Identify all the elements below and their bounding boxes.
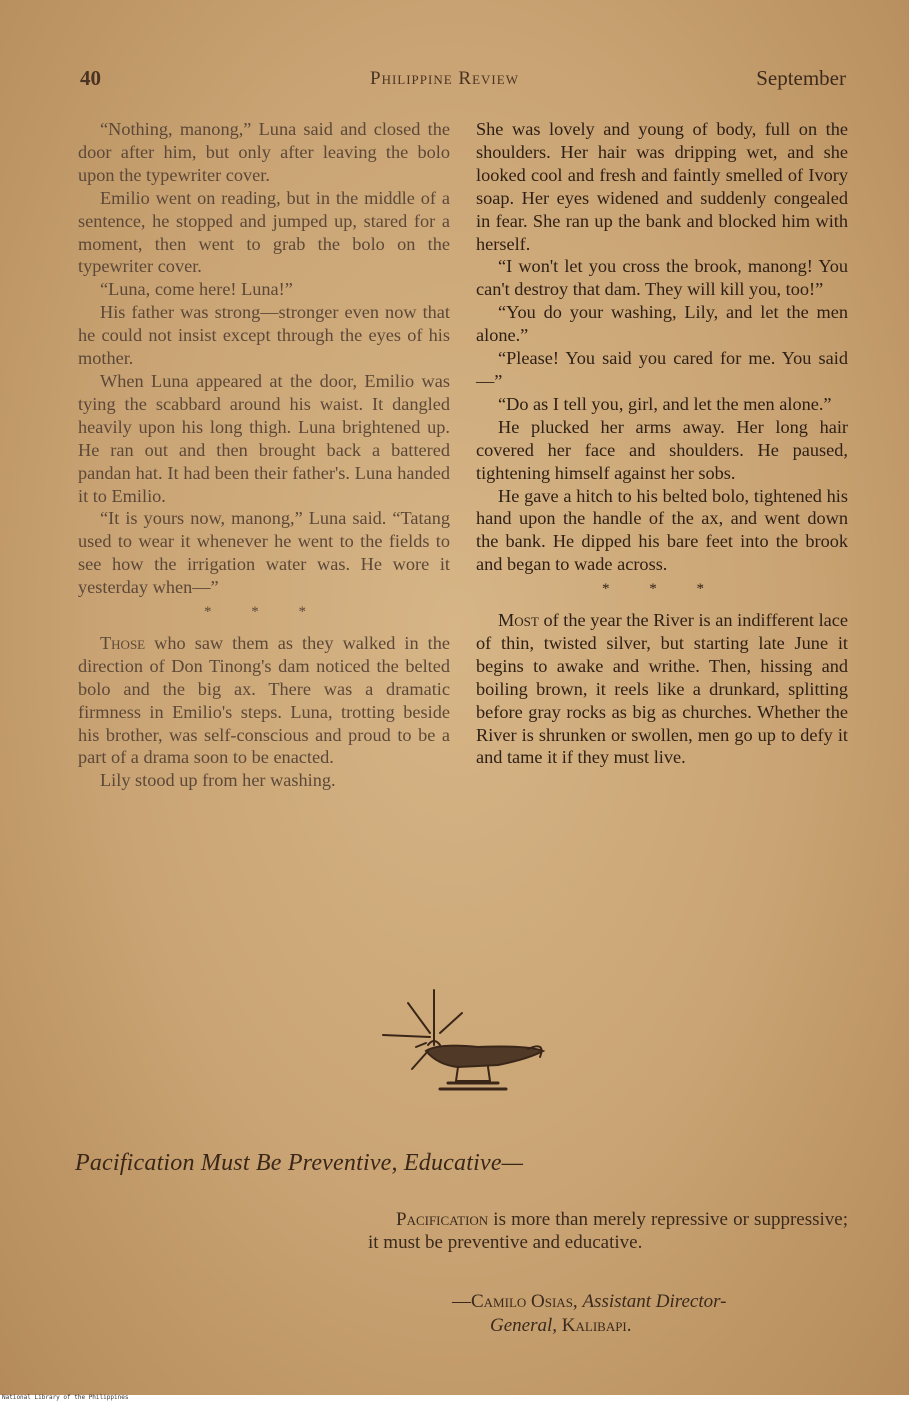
- paragraph: Emilio went on reading, but in the middle of a sentence, he stopped and jumped up, stared for a moment, then went to grab the bolo on the typewriter cover.: [78, 187, 450, 277]
- lead-word: Most: [498, 610, 539, 631]
- paragraph-text: who saw them as they walked in the direction of Don Tinong's dam noticed the belted bolo and the big ax. There was a dramatic firmness in Emilio's steps. Luna, trotting beside his brother, was self-conscious and proud to be a part of a drama soon to be enacted.: [78, 632, 450, 768]
- paragraph: [368, 1208, 848, 1254]
- left-column: [78, 118, 450, 792]
- paragraph: “I won't let you cross the brook, manong! You can't destroy that dam. They will kill you, too!”: [476, 256, 848, 300]
- paragraph: His father was strong—stronger even now that he could not insist except through the eyes of his mother.: [78, 302, 450, 369]
- attribution-title-continued: General,: [490, 1315, 558, 1336]
- paragraph: Lily stood up from her washing.: [100, 770, 336, 791]
- attribution-title: Assistant Director-: [582, 1291, 727, 1312]
- paragraph: “Luna, come here! Luna!”: [100, 279, 293, 300]
- attribution-line-1: [452, 1290, 727, 1314]
- section-break: * * *: [602, 581, 722, 598]
- paragraph: [78, 632, 450, 769]
- quote-body: [368, 1208, 848, 1254]
- lead-word: Those: [100, 632, 146, 653]
- footer-strip: [0, 1395, 909, 1403]
- lead-word: Pacification: [396, 1209, 489, 1230]
- paragraph: He gave a hitch to his belted bolo, tightened his hand upon the handle of the ax, and went down the bank. He dipped his bare feet into the brook and began to wade across.: [476, 485, 848, 575]
- right-column: [476, 118, 848, 769]
- paragraph: “Please! You said you cared for me. You said—”: [476, 348, 848, 391]
- paragraph: “You do your washing, Lily, and let the men alone.”: [476, 302, 848, 346]
- paragraph: When Luna appeared at the door, Emilio was tying the scabbard around his waist. It dangled heavily upon his long thigh. Luna brightened up. He ran out and then brought back a battered pandan hat. It had been their father's. Luna handed it to Emilio.: [78, 370, 450, 506]
- paragraph: She was lovely and young of body, full on the shoulders. Her hair was dripping wet, and she looked cool and fresh and faintly smelled of Ivory soap. Her eyes widened and suddenly congealed in fear. She ran up the bank and blocked him with herself.: [476, 119, 848, 254]
- page-number: 40: [80, 66, 101, 90]
- journal-name: Philippine Review: [370, 68, 519, 89]
- attribution-line-2: [490, 1314, 727, 1338]
- issue-month: September: [756, 66, 846, 90]
- section-break: * * *: [204, 604, 324, 621]
- attribution-organization: Kalibapi.: [561, 1315, 632, 1336]
- quote-title: Pacification Must Be Preventive, Educative—: [75, 1150, 524, 1176]
- quote-attribution: [452, 1290, 727, 1338]
- paragraph: “Nothing, manong,” Luna said and closed the door after him, but only after leaving the bolo upon the typewriter cover.: [78, 119, 450, 185]
- running-head: [80, 66, 850, 96]
- attribution-name: —Camilo Osias,: [452, 1291, 578, 1312]
- footer-credit: National Library of the Philippines: [2, 1394, 129, 1401]
- paragraph: “It is yours now, manong,” Luna said. “Tatang used to wear it whenever he went to the fields to see how the irrigation water was. He wore it yesterday when—”: [78, 508, 450, 598]
- paragraph: He plucked her arms away. Her long hair covered her face and shoulders. He paused, tightening himself against her sobs.: [476, 416, 848, 483]
- paragraph-text: is more than merely repressive or suppressive; it must be preventive and educative.: [368, 1209, 848, 1253]
- paragraph-text: of the year the River is an indifferent lace of thin, twisted silver, but starting late June it begins to awake and writhe. Then, hissing and boiling brown, it reels like a drunkard, splitting before gray rocks as big as churches. Whether the River is shrunken or swollen, men go up to defy it and tame it if they must live.: [476, 610, 848, 768]
- paragraph: [476, 609, 848, 769]
- paragraph: “Do as I tell you, girl, and let the men alone.”: [498, 393, 832, 414]
- oil-lamp-emblem-icon: [378, 985, 548, 1100]
